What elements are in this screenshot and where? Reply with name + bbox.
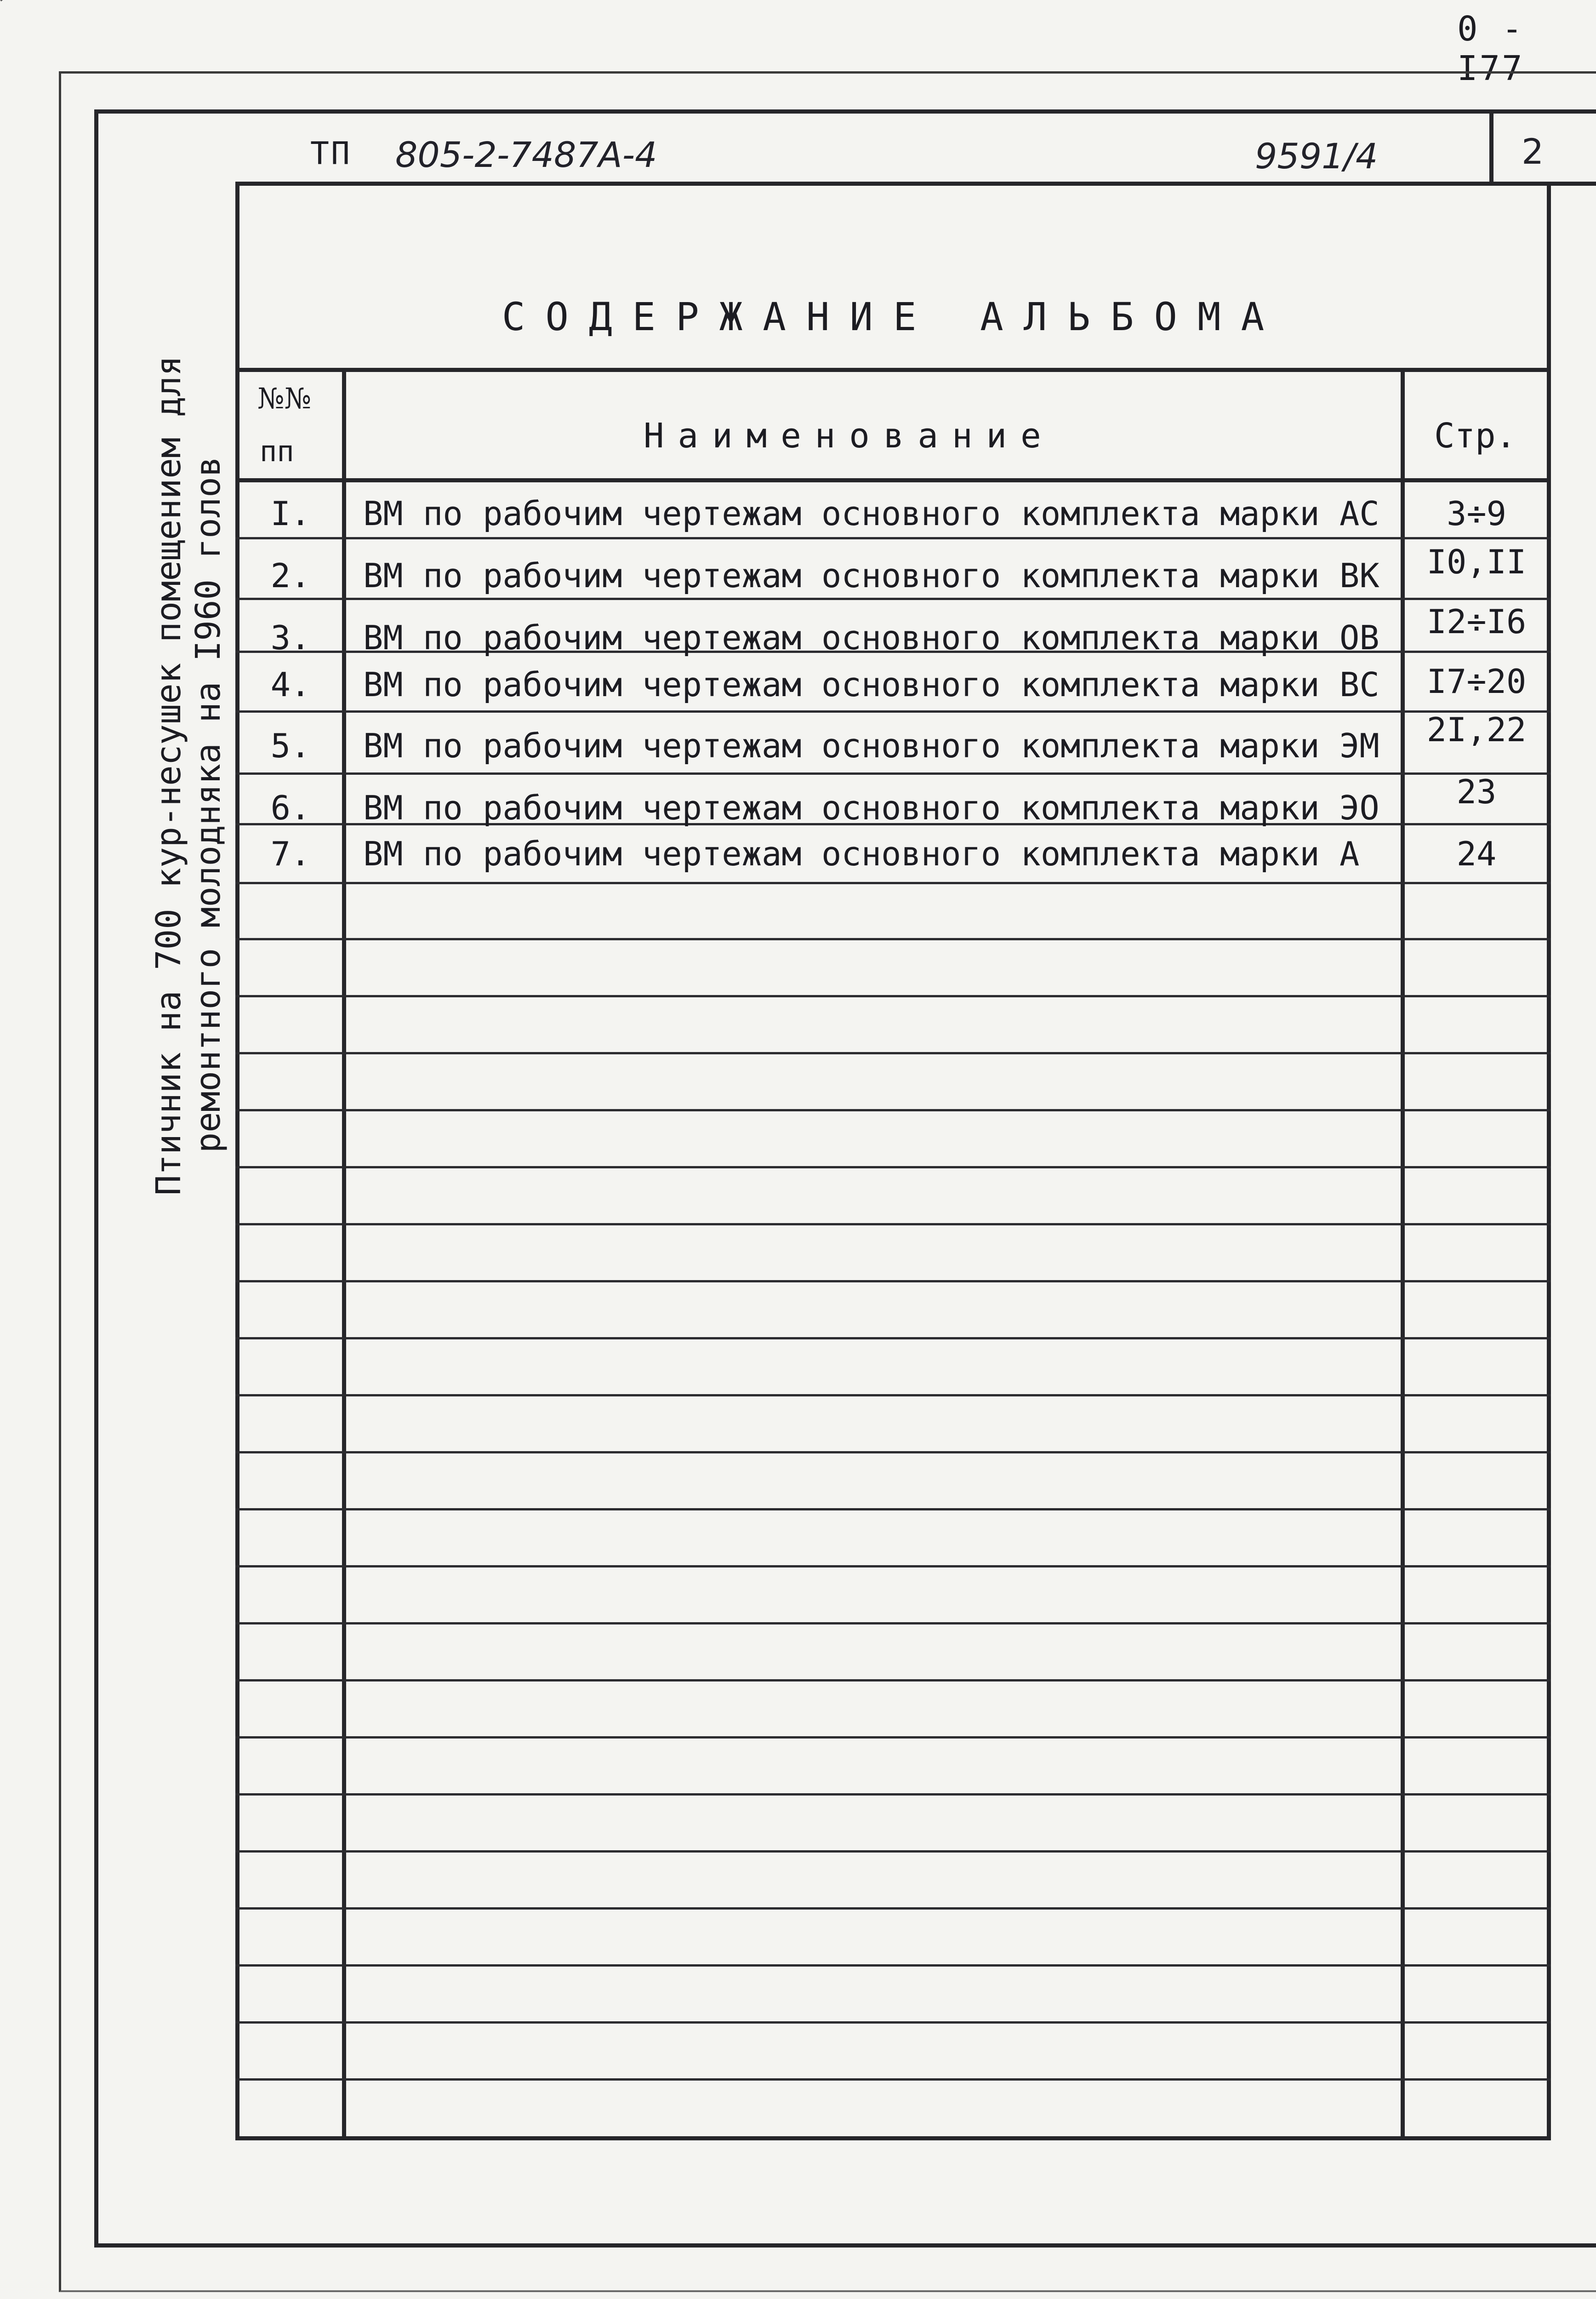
sheet-code: 0 - I77 (1457, 9, 1524, 88)
table-rule-line (235, 598, 1551, 600)
table-rule-line (235, 1622, 1551, 1624)
row-5-name: ВМ по рабочим чертежам основного комплекта марки ЭМ (363, 726, 1379, 765)
table-rule-line (235, 1052, 1551, 1054)
table-rule-line (235, 938, 1551, 940)
row-6-name: ВМ по рабочим чертежам основного комплекта марки ЭО (363, 789, 1379, 827)
table-rule-line (235, 1451, 1551, 1453)
side-title (149, 355, 228, 1195)
header-top-line (235, 368, 1551, 372)
table-rule-line (235, 1508, 1551, 1510)
col-num-label-2: пп (260, 435, 294, 468)
col-name-label: Наименование (644, 416, 1055, 456)
row-7-name: ВМ по рабочим чертежам основного комплекта марки А (363, 835, 1360, 873)
row-2-page: I0,II (1426, 543, 1527, 581)
row-6-page: 23 (1456, 772, 1497, 811)
row-5-page: 2I,22 (1426, 710, 1527, 749)
table-rule-line (235, 1907, 1551, 1910)
row-7-page: 24 (1456, 835, 1497, 873)
row-3-num: 3. (270, 618, 311, 657)
table-rule-line (235, 1223, 1551, 1225)
table-rule-line (235, 1280, 1551, 1282)
col-num-label-1: №№ (257, 382, 312, 415)
side-title-line1: Птичник на 700 кур-несушек помещением для (149, 355, 188, 1195)
inventory-number: 9591/4 (1255, 136, 1378, 177)
header-stamp: ТП (310, 136, 352, 172)
row-3-name: ВМ по рабочим чертежам основного комплекта марки ОВ (363, 618, 1379, 657)
table-rule-line (235, 1166, 1551, 1168)
table-rule-line (235, 1109, 1551, 1111)
table-rule-line (235, 772, 1551, 775)
row-6-num: 6. (270, 789, 311, 827)
table-rule-line (235, 1565, 1551, 1567)
sheet-number: 2 (1522, 131, 1544, 172)
table-rule-line (235, 2078, 1551, 2081)
row-1-name: ВМ по рабочим чертежам основного комплекта марки АС (363, 494, 1379, 533)
table-rule-line (235, 1736, 1551, 1739)
corner-mark (0, 0, 40, 23)
table-rule-line (235, 1337, 1551, 1339)
row-4-num: 4. (270, 665, 311, 704)
album-contents-title: СОДЕРЖАНИЕ АЛЬБОМА (502, 294, 1285, 339)
row-1-page: 3÷9 (1446, 494, 1507, 533)
table-rule-line (235, 882, 1551, 884)
row-4-page: I7÷20 (1426, 662, 1527, 701)
table-rule-line (235, 710, 1551, 713)
header-bottom-line (235, 478, 1551, 482)
row-2-num: 2. (270, 556, 311, 595)
row-2-name: ВМ по рабочим чертежам основного комплекта марки ВК (363, 556, 1379, 595)
side-title-line2: ремонтного молодняка на I960 голов (188, 456, 228, 1153)
table-rule-line (235, 995, 1551, 997)
table-rule-line (235, 537, 1551, 539)
project-number: 805-2-7487А-4 (395, 134, 657, 175)
table-rule-line (235, 1850, 1551, 1853)
col-page-label: Стр. (1434, 416, 1516, 456)
table-rule-line (235, 1964, 1551, 1967)
table-rule-line (235, 1793, 1551, 1796)
table-rule-line (235, 1679, 1551, 1681)
row-5-num: 5. (270, 726, 311, 765)
row-3-page: I2÷I6 (1426, 602, 1527, 641)
row-4-name: ВМ по рабочим чертежам основного комплекта марки ВС (363, 665, 1379, 704)
table-rule-line (235, 2021, 1551, 2024)
table-rule-line (235, 1394, 1551, 1396)
row-7-num: 7. (270, 835, 311, 873)
row-1-num: I. (270, 494, 311, 533)
contents-table-frame (235, 182, 1551, 2140)
